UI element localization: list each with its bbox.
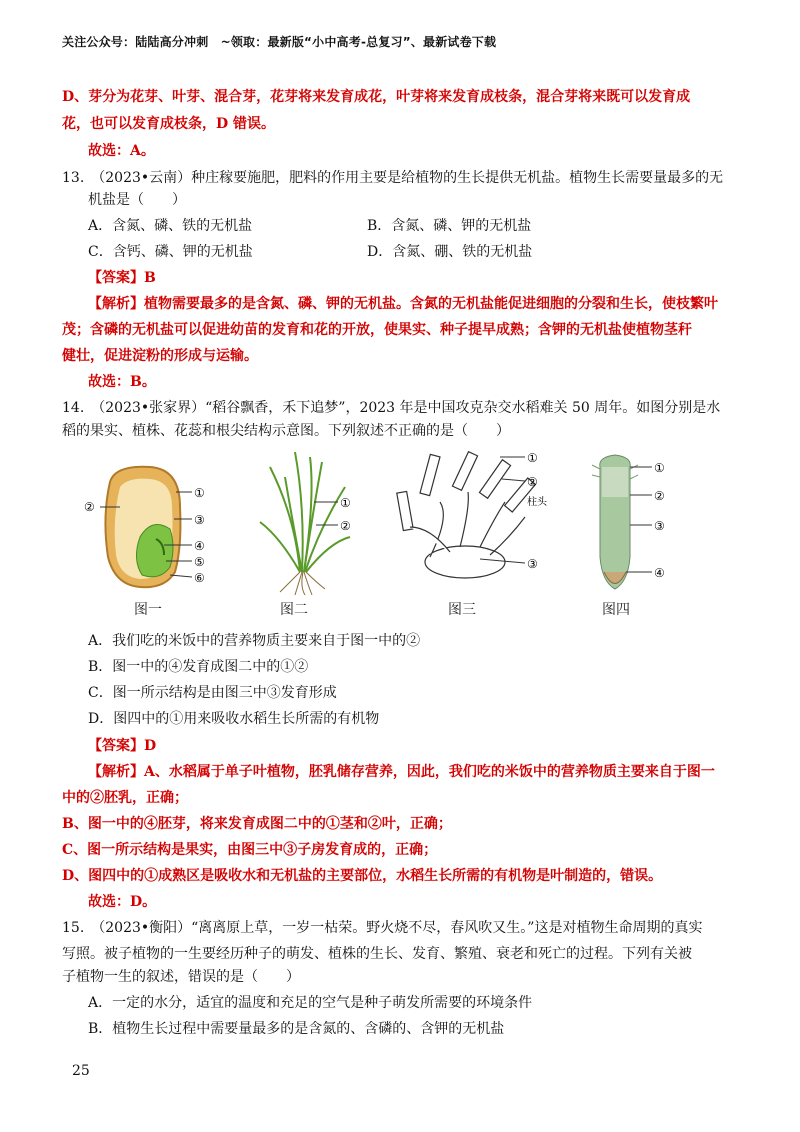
q12-conclusion: 故选：A。 <box>88 143 155 159</box>
q14-option-b: B．图一中的④发育成图二中的①② <box>88 659 309 675</box>
figure-2-plant <box>250 447 380 622</box>
q13-option-a: A．含氮、磷、铁的无机盐 <box>88 218 253 234</box>
q13-analysis-line1: 【解析】植物需要最多的是含氮、磷、钾的无机盐。含氮的无机盐能促进细胞的分裂和生长，使枝繁叶 <box>88 296 718 312</box>
q15-option-b: B．植物生长过程中需要量最多的是含氮的、含磷的、含钾的无机盐 <box>88 1021 505 1037</box>
figure-3-caption: 图三 <box>448 602 476 618</box>
q14-analysis-line5: D、图四中的①成熟区是吸收水和无机盐的主要部位，水稻生长所需的有机物是叶制造的，错误。 <box>62 868 663 884</box>
q14-conclusion: 故选：D。 <box>88 894 157 910</box>
q13-answer: 【答案】B <box>88 270 156 286</box>
figure-2-caption: 图二 <box>280 602 308 618</box>
q13-analysis-line2: 茂；含磷的无机盐可以促进幼苗的发育和花的开放，使果实、种子提早成熟；含钾的无机盐使植物茎秆 <box>62 322 692 338</box>
q12-analysis-line2: 花，也可以发育成枝条，D 错误。 <box>62 116 276 132</box>
q13-stem-line2: 机盐是（ ） <box>88 192 186 208</box>
grain-diagram <box>80 447 230 597</box>
fig4-label-2: ② <box>654 489 665 503</box>
q14-answer: 【答案】D <box>88 738 157 754</box>
q13-conclusion: 故选：B。 <box>88 374 156 390</box>
fig3-label-1: ① <box>527 451 538 465</box>
q14-figures <box>80 447 720 622</box>
fig1-label-3: ③ <box>194 513 205 527</box>
q14-analysis-line1: 【解析】A、水稻属于单子叶植物，胚乳储存营养，因此，我们吃的米饭中的营养物质主要来自于图一 <box>88 764 715 780</box>
page-header: 关注公众号：陆陆高分冲刺 ~领取：最新版“小中高考-总复习”、最新试卷下载 <box>62 35 497 49</box>
plant-diagram <box>250 447 380 597</box>
q14-option-d: D．图四中的①用来吸收水稻生长所需的有机物 <box>88 711 380 727</box>
q14-option-a: A．我们吃的米饭中的营养物质主要来自于图一中的② <box>88 633 421 649</box>
q13-option-d: D．含氮、硼、铁的无机盐 <box>367 244 533 260</box>
figure-4-root-tip <box>590 447 710 622</box>
fig2-label-1: ① <box>340 496 351 510</box>
fig1-label-1: ① <box>194 486 205 500</box>
q13-option-c: C．含钙、磷、钾的无机盐 <box>88 244 253 260</box>
q14-stem-line2: 稻的果实、植株、花蕊和根尖结构示意图。下列叙述不正确的是（ ） <box>62 423 510 439</box>
fig1-label-4: ④ <box>194 539 205 553</box>
q13-analysis-line3: 健壮，促进淀粉的形成与运输。 <box>62 348 258 364</box>
figure-4-caption: 图四 <box>602 602 630 618</box>
q13-option-b: B．含氮、磷、钾的无机盐 <box>367 218 532 234</box>
q15-option-a: A．一定的水分，适宜的温度和充足的空气是种子萌发所需要的环境条件 <box>88 995 533 1011</box>
fig4-label-1: ① <box>654 461 665 475</box>
fig3-label-2: ② <box>527 475 538 489</box>
page-number: 25 <box>72 1063 90 1079</box>
figure-1-grain <box>80 447 230 622</box>
q15-stem-line3: 子植物一生的叙述，错误的是（ ） <box>62 969 300 985</box>
fig2-label-2: ② <box>340 519 351 533</box>
flower-diagram <box>390 447 570 597</box>
fig3-label-3: ③ <box>527 557 538 571</box>
q14-analysis-line4: C、图一所示结构是果实，由图三中③子房发育成的，正确； <box>62 842 438 858</box>
fig1-label-6: ⑥ <box>194 571 205 585</box>
q14-option-c: C．图一所示结构是由图三中③发育形成 <box>88 685 337 701</box>
figure-3-flower <box>390 447 570 622</box>
q15-stem-line1: 15. （2023•衡阳）“离离原上草，一岁一枯荣。野火烧不尽，春风吹又生。”这是对植物生命周期的真实 <box>62 920 703 936</box>
fig3-label-stigma: 柱头 <box>527 497 547 508</box>
figure-1-caption: 图一 <box>134 602 162 618</box>
fig4-label-3: ③ <box>654 519 665 533</box>
fig1-label-5: ⑤ <box>194 555 205 569</box>
q14-analysis-line3: B、图一中的④胚芽，将来发育成图二中的①茎和②叶，正确； <box>62 816 452 832</box>
q13-stem-line1: 13. （2023•云南）种庄稼要施肥，肥料的作用主要是给植物的生长提供无机盐。植物生长需要量最多的无 <box>62 170 724 186</box>
q12-analysis-line1: D、芽分为花芽、叶芽、混合芽，花芽将来发育成花，叶芽将来发育成枝条，混合芽将来既可以发育成 <box>62 89 691 105</box>
fig4-label-4: ④ <box>654 566 665 580</box>
q14-analysis-line2: 中的②胚乳，正确； <box>62 790 188 806</box>
fig1-label-2: ② <box>84 500 95 514</box>
q15-stem-line2: 写照。被子植物的一生要经历种子的萌发、植株的生长、发育、繁殖、衰老和死亡的过程。下列有关被 <box>62 946 692 962</box>
root-tip-diagram <box>590 447 710 597</box>
q14-stem-line1: 14. （2023•张家界）“稻谷飘香，禾下追梦”，2023 年是中国攻克杂交水稻难关 50 周年。如图分别是水 <box>62 400 721 416</box>
